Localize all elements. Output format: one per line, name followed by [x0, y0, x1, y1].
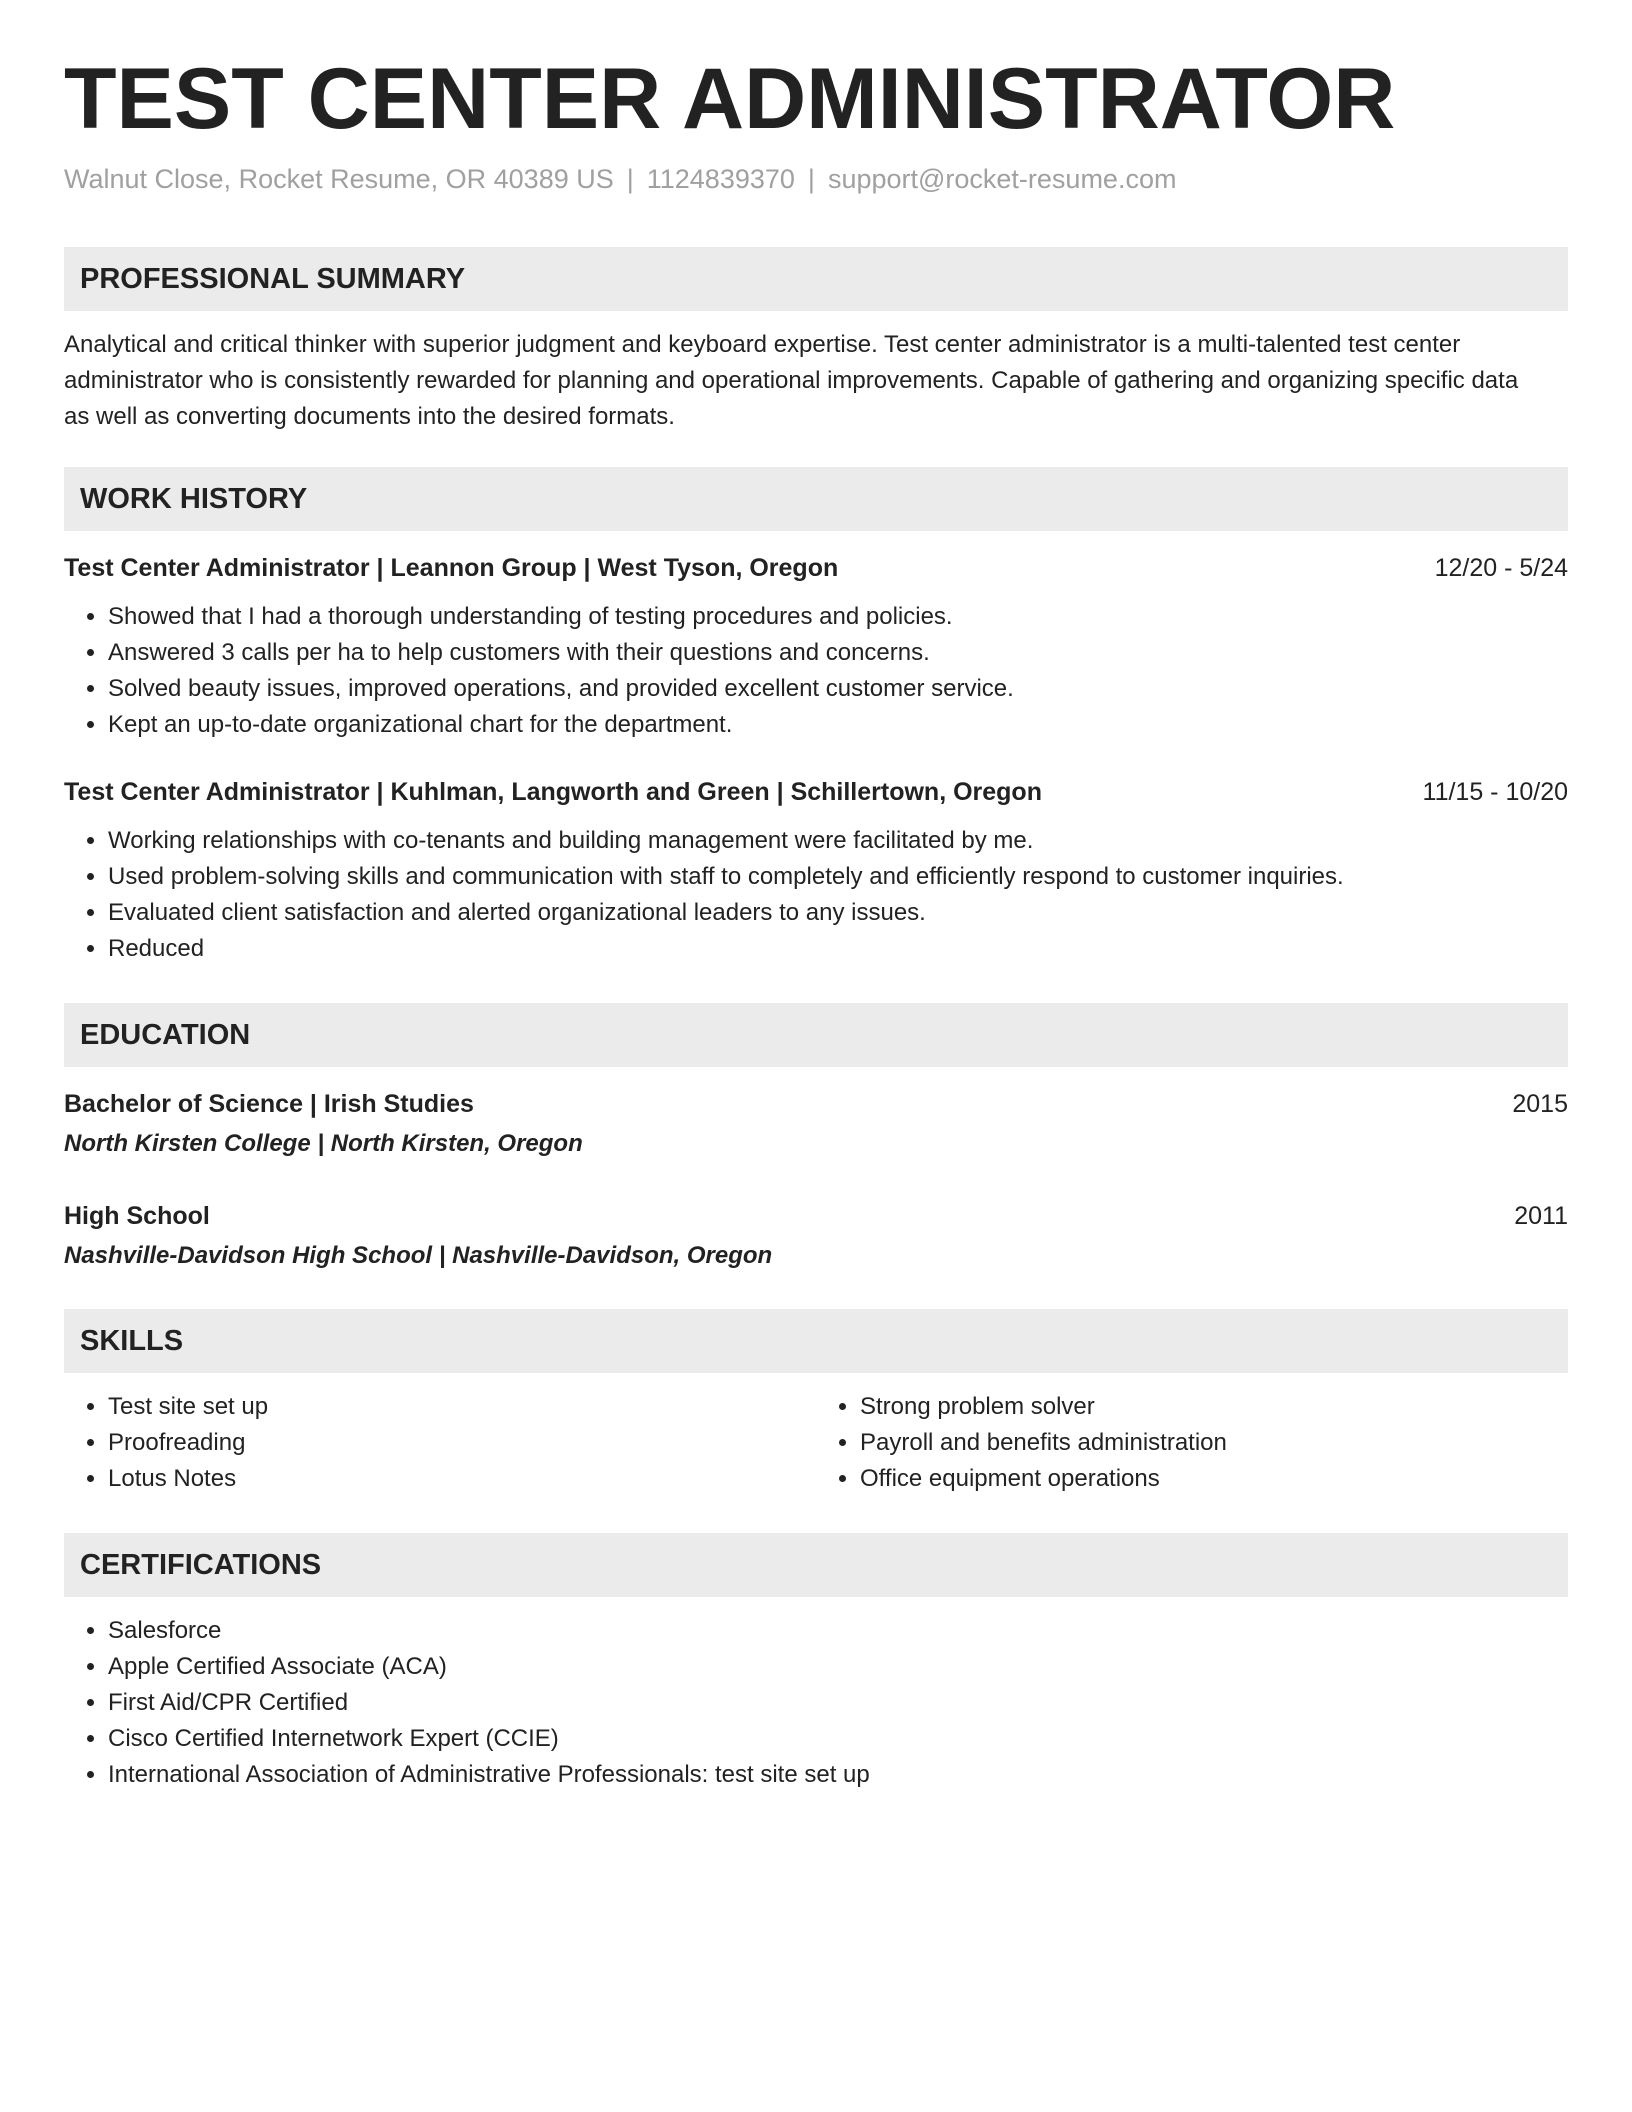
education-degree: High School: [64, 1202, 210, 1230]
job-bullet: • Used problem-solving skills and communication with staff to completely and efficiently respond to customer inquiries.: [108, 859, 1568, 895]
education-degree: Bachelor of Science | Irish Studies: [64, 1090, 474, 1118]
job-bullet: • Showed that I had a thorough understanding of testing procedures and policies.: [108, 599, 1568, 635]
education-school: North Kirsten College | North Kirsten, Oregon: [64, 1130, 583, 1157]
job-bullet: • Answered 3 calls per ha to help customers with their questions and concerns.: [108, 635, 1568, 671]
job-bullets: [64, 599, 1568, 743]
skill-item: • Test site set up: [108, 1389, 816, 1425]
certifications-list: [64, 1613, 1568, 1793]
skill-item: • Office equipment operations: [860, 1461, 1568, 1497]
job-bullets: [64, 823, 1568, 967]
certification-item: • Cisco Certified Internetwork Expert (CCIE): [108, 1721, 1568, 1757]
contact-email: support@rocket-resume.com: [827, 164, 1177, 194]
contact-phone: 1124839370: [646, 164, 795, 194]
contact-separator: |: [807, 164, 815, 194]
skill-item: • Lotus Notes: [108, 1461, 816, 1497]
skills-column-left: [64, 1389, 816, 1497]
skills-grid: [64, 1389, 1568, 1497]
education-year: 2015: [1512, 1090, 1568, 1118]
job-heading-row: [64, 775, 1568, 809]
education-entry: [64, 1087, 1568, 1161]
section-header-work-history: WORK HISTORY: [64, 467, 1568, 531]
job-title: Test Center Administrator | Leannon Group | West Tyson, Oregon: [64, 554, 839, 582]
certification-item: • Apple Certified Associate (ACA): [108, 1649, 1568, 1685]
skills-column-right: [816, 1389, 1568, 1497]
job-bullet: • Solved beauty issues, improved operations, and provided excellent customer service.: [108, 671, 1568, 707]
job-bullet: • Working relationships with co-tenants and building management were facilitated by me.: [108, 823, 1568, 859]
education-heading-row: [64, 1199, 1568, 1233]
job-title: Test Center Administrator | Kuhlman, Langworth and Green | Schillertown, Oregon: [64, 778, 1042, 806]
skill-item: • Proofreading: [108, 1425, 816, 1461]
certification-item: • Salesforce: [108, 1613, 1568, 1649]
job-entry: [64, 775, 1568, 967]
skill-item: • Payroll and benefits administration: [860, 1425, 1568, 1461]
section-header-summary: PROFESSIONAL SUMMARY: [64, 247, 1568, 311]
contact-address: Walnut Close, Rocket Resume, OR 40389 US: [64, 164, 614, 194]
education-entry: [64, 1199, 1568, 1273]
certification-item: • First Aid/CPR Certified: [108, 1685, 1568, 1721]
contact-line: [64, 164, 1568, 195]
resume-name: TEST CENTER ADMINISTRATOR: [64, 51, 1396, 147]
education-year: 2011: [1514, 1202, 1568, 1230]
job-dates: 11/15 - 10/20: [1422, 778, 1568, 806]
education-heading-row: [64, 1087, 1568, 1121]
job-bullet: • Kept an up-to-date organizational chart for the department.: [108, 707, 1568, 743]
job-dates: 12/20 - 5/24: [1434, 554, 1568, 582]
job-bullet: • Reduced: [108, 931, 1568, 967]
contact-separator: |: [626, 164, 634, 194]
job-bullet: • Evaluated client satisfaction and alerted organizational leaders to any issues.: [108, 895, 1568, 931]
section-header-education: EDUCATION: [64, 1003, 1568, 1067]
section-header-certifications: CERTIFICATIONS: [64, 1533, 1568, 1597]
job-entry: [64, 551, 1568, 743]
skill-item: • Strong problem solver: [860, 1389, 1568, 1425]
certification-item: • International Association of Administrative Professionals: test site set up: [108, 1757, 1568, 1793]
education-school: Nashville-Davidson High School | Nashville-Davidson, Oregon: [64, 1242, 773, 1269]
section-header-skills: SKILLS: [64, 1309, 1568, 1373]
job-heading-row: [64, 551, 1568, 585]
summary-text: Analytical and critical thinker with superior judgment and keyboard expertise. Test center administrator is a multi-talented test center administrator who is consistently rewarded for planning and operational improvements. Capable of gathering and organizing specific data as well as converting documents into the desired formats.: [64, 331, 1519, 430]
